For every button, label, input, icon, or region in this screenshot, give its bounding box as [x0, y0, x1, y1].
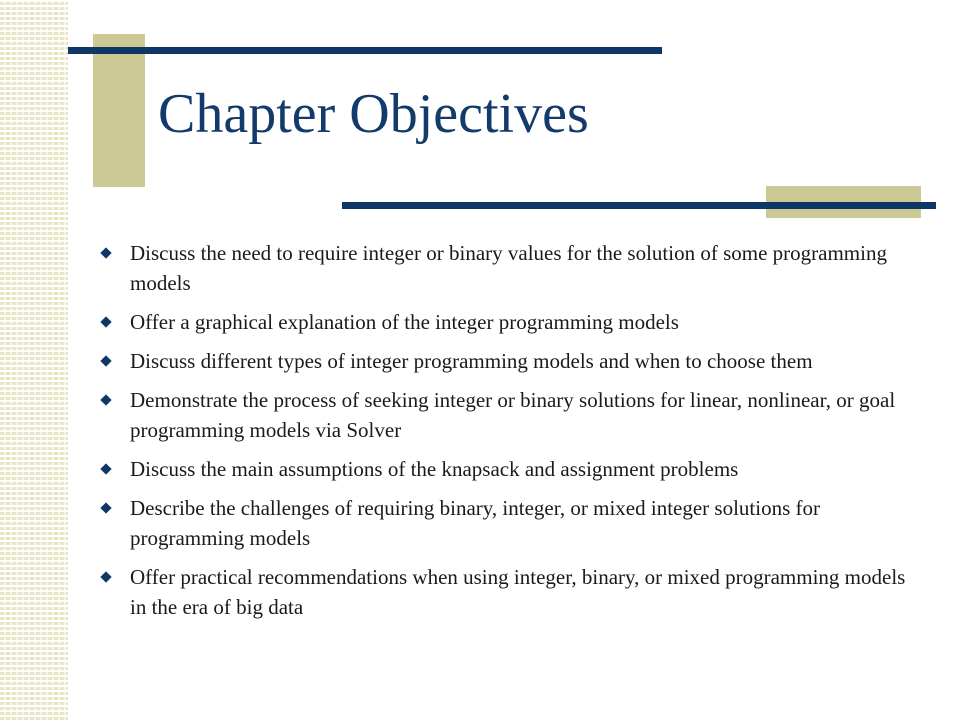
bullet-text: Discuss the main assumptions of the knapsack and assignment problems — [130, 457, 739, 481]
list-item — [100, 454, 920, 484]
list-item — [100, 493, 920, 553]
diamond-bullet-icon — [100, 355, 111, 366]
objectives-list — [100, 238, 920, 631]
bullet-text: Describe the challenges of requiring binary, integer, or mixed integer solutions for programming models — [130, 496, 820, 550]
list-item — [100, 346, 920, 376]
list-item — [100, 562, 920, 622]
decorative-rule-middle — [342, 202, 936, 209]
decorative-tan-block-left — [93, 34, 145, 187]
diamond-bullet-icon — [100, 316, 111, 327]
bullet-text: Demonstrate the process of seeking integer or binary solutions for linear, nonlinear, or goal programming models via Solver — [130, 388, 896, 442]
diamond-bullet-icon — [100, 394, 111, 405]
bullet-text: Offer practical recommendations when using integer, binary, or mixed programming models in the era of big data — [130, 565, 906, 619]
list-item — [100, 385, 920, 445]
bullet-text: Offer a graphical explanation of the integer programming models — [130, 310, 679, 334]
slide-title: Chapter Objectives — [158, 83, 589, 145]
diamond-bullet-icon — [100, 502, 111, 513]
bullet-text: Discuss the need to require integer or binary values for the solution of some programming models — [130, 241, 887, 295]
diamond-bullet-icon — [100, 247, 111, 258]
list-item — [100, 307, 920, 337]
diamond-bullet-icon — [100, 463, 111, 474]
decorative-rule-top — [68, 47, 662, 54]
bullet-text: Discuss different types of integer programming models and when to choose them — [130, 349, 813, 373]
diamond-bullet-icon — [100, 571, 111, 582]
list-item — [100, 238, 920, 298]
decorative-stripe-band — [0, 0, 68, 720]
